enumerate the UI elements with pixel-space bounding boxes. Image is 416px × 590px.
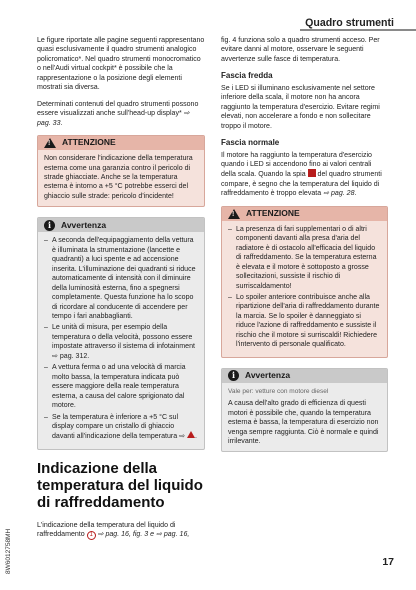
applicability-note: Vale per: vetture con motore diesel <box>228 387 329 395</box>
section-paragraph <box>37 521 205 540</box>
right-column <box>221 36 388 462</box>
hud-page-link[interactable]: ⇨ pag. 33 <box>37 110 190 127</box>
normal-range-text: Il motore ha raggiunto la temperatura d'esercizio quando i LED si accendono fino ai valori centrali della scala. Quando la spia del quadro strumenti compare, è segno che la temperatura del liquido di raffreddamento è troppo elevata ⇨ pag. 28. <box>221 151 382 198</box>
list-item: – A vettura ferma o ad una velocità di marcia molto bassa, la temperatura indicata può essere maggiore della reale temperatura esterna, a causa del calore sprigionato dal motore. <box>44 363 198 410</box>
note-title: Avvertenza <box>245 369 291 380</box>
list-item: – Le unità di misura, per esempio della temperatura o della velocità, possono essere impostate attraverso il sistema di infotainment ⇨ pag. 312. <box>44 323 198 361</box>
normal-range-heading: Fascia normale <box>221 138 280 148</box>
warning-header <box>222 207 387 221</box>
section-page-links[interactable]: ⇨ pag. 16, fig. 3 e ⇨ pag. 16, <box>95 531 190 539</box>
page-header <box>0 0 416 30</box>
warning-title: ATTENZIONE <box>246 208 300 219</box>
warning-list <box>228 225 381 350</box>
continuation-paragraph: fig. 4 funziona solo a quadro strumenti acceso. Per evitare danni al motore, osservare le seguenti avvertenze sulle fasce di temperatura. <box>221 37 380 63</box>
header-rule <box>300 29 416 31</box>
note-header <box>38 218 204 232</box>
note-header <box>222 369 387 383</box>
warning-box-temperature <box>37 135 205 207</box>
intro-paragraph-2-text: Determinati contenuti del quadro strumenti possono essere visualizzati anche sull'head-up display* <box>37 100 199 118</box>
normal-text-a: Il motore ha raggiunto la temperatura d'esercizio quando i LED si accendono fino ai valori centrali della scala. Quando la spia <box>221 151 372 179</box>
header-title: Quadro strumenti <box>305 17 394 29</box>
note-title: Avvertenza <box>61 219 107 230</box>
warning-title: ATTENZIONE <box>62 137 116 148</box>
warning-box-cooling <box>221 206 388 358</box>
coolant-warning-lamp-icon <box>308 169 316 177</box>
normal-text-b: del quadro strumenti compare, è segno che la temperatura del liquido di raffreddamento è troppo elevata <box>221 171 382 198</box>
warning-triangle-icon: ! <box>228 209 240 219</box>
warning-symbol-icon <box>187 431 195 438</box>
list-item-text: Se la temperatura è inferiore a +5 °C sul display compare un cristallo di ghiaccio davanti all'indicazione della temperatura ⇨ <box>52 413 185 441</box>
page-number: 17 <box>382 556 394 568</box>
list-item: – Se la temperatura è inferiore a +5 °C sul display compare un cristallo di ghiaccio davanti all'indicazione della temperatura ⇨ . <box>44 413 198 442</box>
list-item: – A seconda dell'equipaggiamento della vettura è illuminata la strumentazione (lancette e quadranti) a luci spente e ad accensione inserita. L'illuminazione dei quadranti si riduce automaticamente di intensità con il diminuire della luminosità esterna, fino a spegnersi completamente. Questa funzione ha lo scopo di ricordare al conducente di accendere per tempo i fari anabbaglianti. <box>44 236 198 321</box>
section-title: Indicazione della temperatura del liquido di raffreddamento <box>37 459 203 511</box>
note-text: A causa dell'alto grado di efficienza di questi motori è possibile che, quando la temperatura esterna è bassa, la temperatura di esercizio non venga sempre raggiunta. Ciò è normale e quindi irrilevante. <box>228 400 379 445</box>
note-list <box>44 236 198 442</box>
document-code: 8W6012758MH <box>5 528 12 574</box>
warning-header <box>38 136 204 150</box>
circle-1-icon: 1 <box>87 531 96 540</box>
intro-paragraph-2 <box>37 100 205 128</box>
left-column <box>37 36 205 547</box>
info-icon: i <box>228 370 239 381</box>
list-item: – La presenza di fari supplementari o di altri componenti davanti alla presa d'aria del radiatore è di ostacolo all'efficacia del liquido di raffreddamento. Se la temperatura esterna è elevata e il motore è sottoposto a grosse sollecitazioni, sussiste il rischio di surriscaldamento! <box>228 225 381 291</box>
cold-range-heading: Fascia fredda <box>221 71 273 81</box>
info-icon: i <box>44 220 55 231</box>
note-box-left <box>37 217 205 450</box>
warning-triangle-icon: ! <box>44 138 56 148</box>
page-28-link[interactable]: ⇨ pag. 28 <box>323 190 355 198</box>
intro-paragraph-2-end: . <box>60 119 63 127</box>
cold-range-text: Se i LED si illuminano esclusivamente nel settore inferiore della scala, il motore non ha ancora raggiunto la temperatura d'esercizio. Evitare regimi elevati, non accelerare a fondo e non sollecitare troppo il motore. <box>221 84 380 130</box>
section-text-a: L'indicazione della temperatura del liquido di raffreddamento <box>37 521 176 539</box>
intro-paragraph-1: Le figure riportate alle pagine seguenti rappresentano quasi esclusivamente il quadro strumenti analogico policromatico*. Nel quadro strumenti monocromatico o nell'Audi virtual cockpit* è possibile che la rappresentazione o la posizione degli elementi mostrati sia diversa. <box>37 37 205 92</box>
note-box-right <box>221 368 388 453</box>
list-item: – Lo spoiler anteriore contribuisce anche alla ripartizione dell'aria di raffreddamento durante la marcia. Se lo spoiler è danneggiato si riduce l'azione di raffreddamento e sussiste il rischio che il motore si surriscaldi! Richiedere l'intervento di personale qualificato. <box>228 293 381 350</box>
warning-text: Non considerare l'indicazione della temperatura esterna come una garanzia contro il pericolo di strade ghiacciate. Anche se la temperatura esterna è intorno a +5 °C potrebbe esserci del ghiaccio sulle strade: pericolo d'incidente! <box>44 155 193 200</box>
